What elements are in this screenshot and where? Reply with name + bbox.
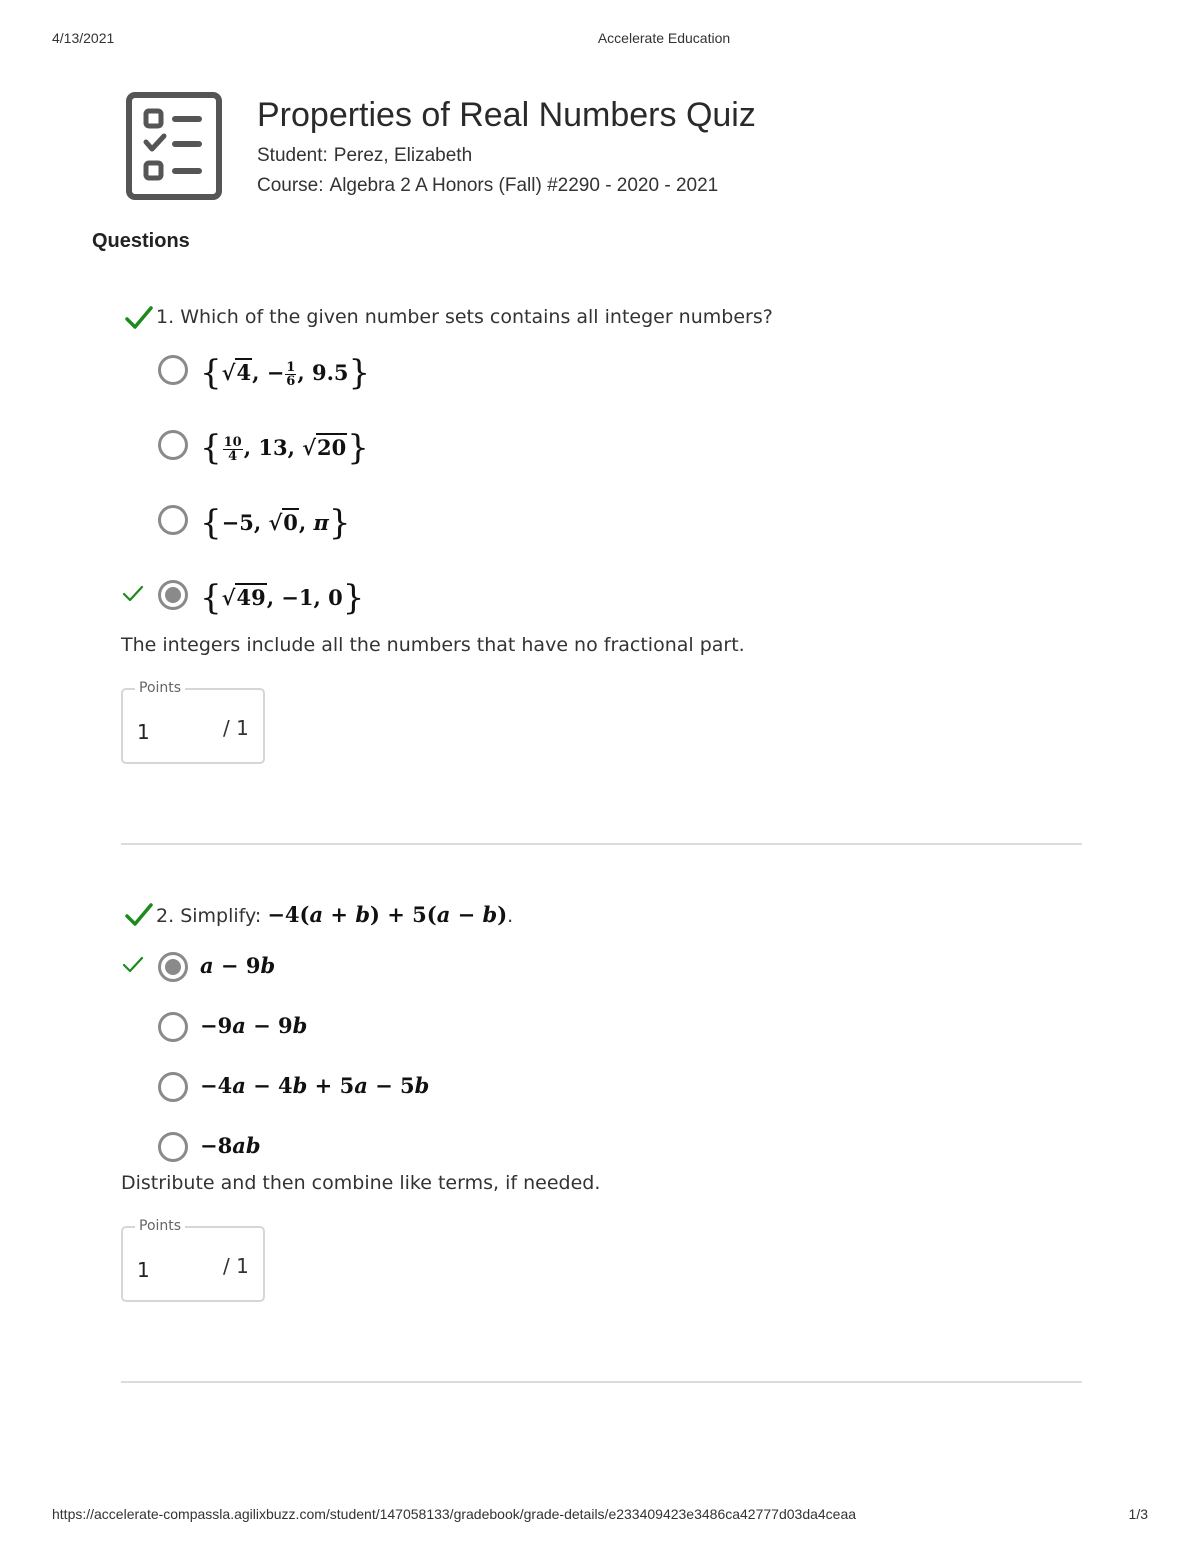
question-prompt: Which of the given number sets contains all integer numbers? (180, 306, 773, 328)
answer-radio[interactable] (158, 1012, 188, 1042)
student-label: Student: (257, 145, 328, 166)
course-info (257, 175, 718, 197)
points-label: Points (135, 1218, 185, 1234)
points-earned: 1 (137, 1258, 150, 1282)
site-name: Accelerate Education (597, 30, 731, 46)
page-number: 1/3 (1128, 1506, 1148, 1522)
checklist-icon (126, 92, 222, 200)
points-box (121, 680, 265, 764)
question-separator (121, 1381, 1082, 1383)
answer-radio[interactable] (158, 1072, 188, 1102)
question-2-text: 2. Simplify: −4(a + b) + 5(a − b). (156, 902, 514, 927)
answer-radio-selected[interactable] (158, 952, 188, 982)
answer-radio[interactable] (158, 355, 188, 385)
question-expression: −4(a + b) + 5(a − b) (267, 902, 508, 927)
correct-check-icon (125, 902, 153, 928)
question-number: 1. (156, 306, 175, 328)
quiz-title: Properties of Real Numbers Quiz (257, 96, 756, 134)
answer-option: {√4, − $\frac{1}{6}$ , 9.5} (200, 353, 371, 393)
question-1-explanation: The integers include all the numbers that have no fractional part. (121, 634, 745, 656)
correct-answer-check-icon (122, 955, 144, 975)
answer-option: a − 9b (200, 953, 276, 978)
answer-option: −8ab (200, 1133, 261, 1158)
points-label: Points (135, 680, 185, 696)
correct-answer-check-icon (122, 584, 144, 604)
answer-option: −4a − 4b + 5a − 5b (200, 1073, 430, 1098)
answer-option: {√49, −1, 0} (200, 578, 365, 618)
answer-option: −9a − 9b (200, 1013, 308, 1038)
answer-option: { $\frac{10}{4}$ , 13, √20} (200, 428, 369, 468)
course-name: Algebra 2 A Honors (Fall) #2290 - 2020 - 2021 (329, 175, 719, 196)
points-max: / 1 (223, 716, 249, 740)
question-number: 2. (156, 905, 175, 927)
answer-radio[interactable] (158, 1132, 188, 1162)
points-box (121, 1218, 265, 1302)
student-info (257, 145, 472, 167)
answer-radio[interactable] (158, 430, 188, 460)
course-label: Course: (257, 175, 324, 196)
question-1-text (156, 306, 773, 328)
section-title: Questions (92, 230, 190, 252)
question-separator (121, 843, 1082, 845)
print-date: 4/13/2021 (52, 30, 115, 46)
answer-radio-selected[interactable] (158, 580, 188, 610)
answer-radio[interactable] (158, 505, 188, 535)
points-earned: 1 (137, 720, 150, 744)
question-2-explanation: Distribute and then combine like terms, if needed. (121, 1172, 601, 1194)
student-name: Perez, Elizabeth (333, 145, 473, 166)
page-url: https://accelerate-compassla.agilixbuzz.com/student/147058133/gradebook/grade-details/e233409423e3486ca42777d03da4ceaa (52, 1506, 857, 1522)
points-max: / 1 (223, 1254, 249, 1278)
correct-check-icon (125, 305, 153, 331)
answer-option: {−5, √0, π} (200, 503, 351, 543)
question-prompt: Simplify: (180, 905, 262, 927)
